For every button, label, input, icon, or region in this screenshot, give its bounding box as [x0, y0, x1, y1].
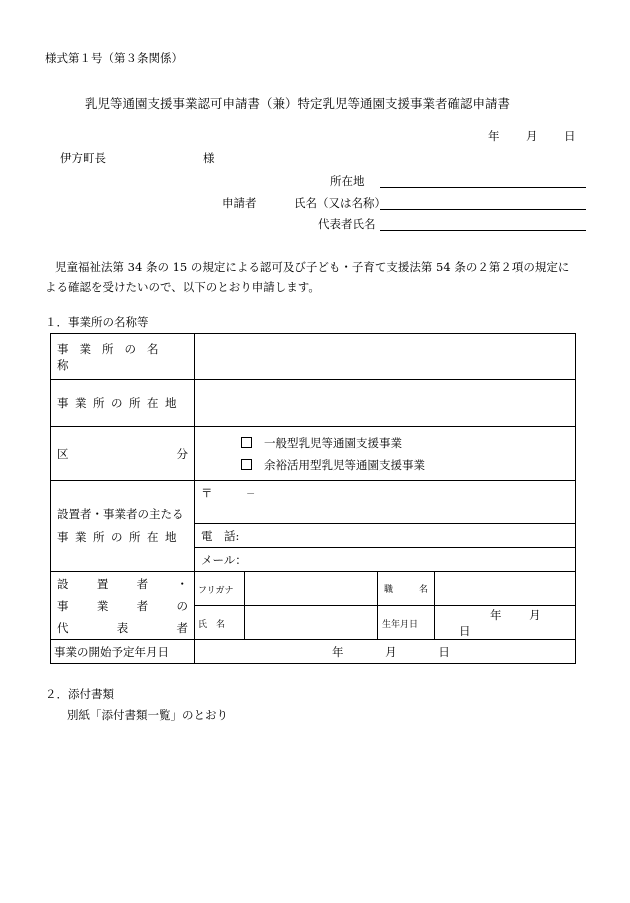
main-office-label-line2: 事業所の所在地	[57, 530, 183, 544]
facility-name-label-cell	[51, 334, 195, 380]
birthdate-label: 生年月日	[382, 619, 419, 630]
section1-heading: １．事業所の名称等	[45, 315, 149, 329]
representative-name-field[interactable]	[380, 230, 586, 231]
representative-label-line3: 代 表 者	[57, 620, 188, 635]
facility-address-label-cell	[51, 380, 195, 427]
birth-day-label: 日	[459, 623, 471, 638]
category-option-general-label: 一般型乳児等通園支援事業	[264, 435, 402, 450]
date-month-label: 月	[526, 129, 538, 143]
start-year-label: 年	[332, 644, 344, 659]
furigana-label-cell	[195, 572, 245, 606]
category-option-general[interactable]	[241, 435, 575, 451]
postal-mark: 〒	[201, 486, 213, 500]
birth-month-label: 月	[529, 607, 541, 622]
body-text-line1: 児童福祉法第 34 条の 15 の規定による認可及び子ども・子育て支援法第 54 条の２第２項の規定に	[55, 260, 570, 274]
start-month-label: 月	[385, 644, 397, 659]
applicant-name-field[interactable]	[380, 209, 586, 210]
phone-field[interactable]	[195, 524, 576, 548]
furigana-field[interactable]	[245, 572, 378, 606]
position-label-cell: 職 名	[378, 572, 435, 606]
name-label-cell	[195, 606, 245, 640]
start-day-label: 日	[438, 644, 450, 659]
applicant-address-label: 所在地	[330, 174, 365, 188]
position-field[interactable]	[435, 572, 576, 606]
attachments-note: 別紙「添付書類一覧」のとおり	[67, 708, 228, 722]
representative-name-field-cell[interactable]	[245, 606, 378, 640]
email-label: メール：	[201, 552, 247, 567]
date-day-label: 日	[564, 129, 576, 143]
addressee-name: 伊方町長	[60, 151, 106, 165]
facility-info-table	[50, 333, 576, 664]
category-option-surplus-label: 余裕活用型乳児等通園支援事業	[264, 457, 425, 472]
table-row	[51, 380, 576, 427]
addressee-honorific: 様	[203, 151, 215, 165]
representative-label-cell	[51, 572, 195, 640]
category-label-cell	[51, 427, 195, 481]
start-date-label: 事業の開始予定年月日	[54, 644, 169, 659]
checkbox[interactable]	[241, 459, 252, 470]
facility-name-field[interactable]	[195, 334, 576, 380]
start-date-label-cell	[51, 640, 195, 664]
applicant-name-label: 氏名（又は名称）	[294, 196, 386, 210]
postal-code-field[interactable]	[195, 481, 576, 524]
birthdate-label-cell	[378, 606, 435, 640]
facility-name-label: 事業所の名称	[57, 341, 170, 372]
representative-label-line1: 設 置 者 ・	[57, 576, 188, 591]
phone-label: 電 話:	[201, 528, 240, 543]
table-row	[51, 640, 576, 664]
main-office-label-cell	[51, 481, 195, 572]
table-row	[51, 427, 576, 481]
form-number: 様式第１号（第３条関係）	[45, 51, 183, 65]
email-field[interactable]	[195, 548, 576, 572]
facility-address-field[interactable]	[195, 380, 576, 427]
section2-heading: ２．添付書類	[45, 687, 114, 701]
representative-name-label: 代表者氏名	[318, 217, 376, 231]
birthdate-field[interactable]	[435, 606, 576, 640]
date-year-label: 年	[488, 129, 500, 143]
category-option-surplus[interactable]	[241, 457, 575, 473]
postal-dash: －	[246, 490, 256, 500]
start-date-field[interactable]	[195, 640, 576, 664]
document-title: 乳児等通園支援事業認可申請書（兼）特定乳児等通園支援事業者確認申請書	[85, 96, 511, 111]
table-row	[51, 334, 576, 380]
name-label: 氏 名	[198, 619, 226, 630]
checkbox[interactable]	[241, 437, 252, 448]
table-row	[51, 481, 576, 524]
category-label-left: 区	[57, 446, 69, 461]
birth-year-label: 年	[490, 607, 502, 622]
representative-label-line2: 事 業 者 の	[57, 598, 188, 613]
main-office-label-line1: 設置者・事業者の主たる	[57, 507, 184, 521]
table-row	[51, 572, 576, 606]
applicant-address-field[interactable]	[380, 187, 586, 188]
category-label-right: 分	[176, 446, 188, 461]
applicant-label: 申請者	[222, 196, 257, 210]
facility-address-label: 事業所の所在地	[57, 396, 183, 410]
furigana-label: フリガナ	[198, 585, 234, 596]
body-text-line2: よる確認を受けたいので、以下のとおり申請します。	[45, 280, 320, 294]
category-options-cell	[195, 427, 576, 481]
